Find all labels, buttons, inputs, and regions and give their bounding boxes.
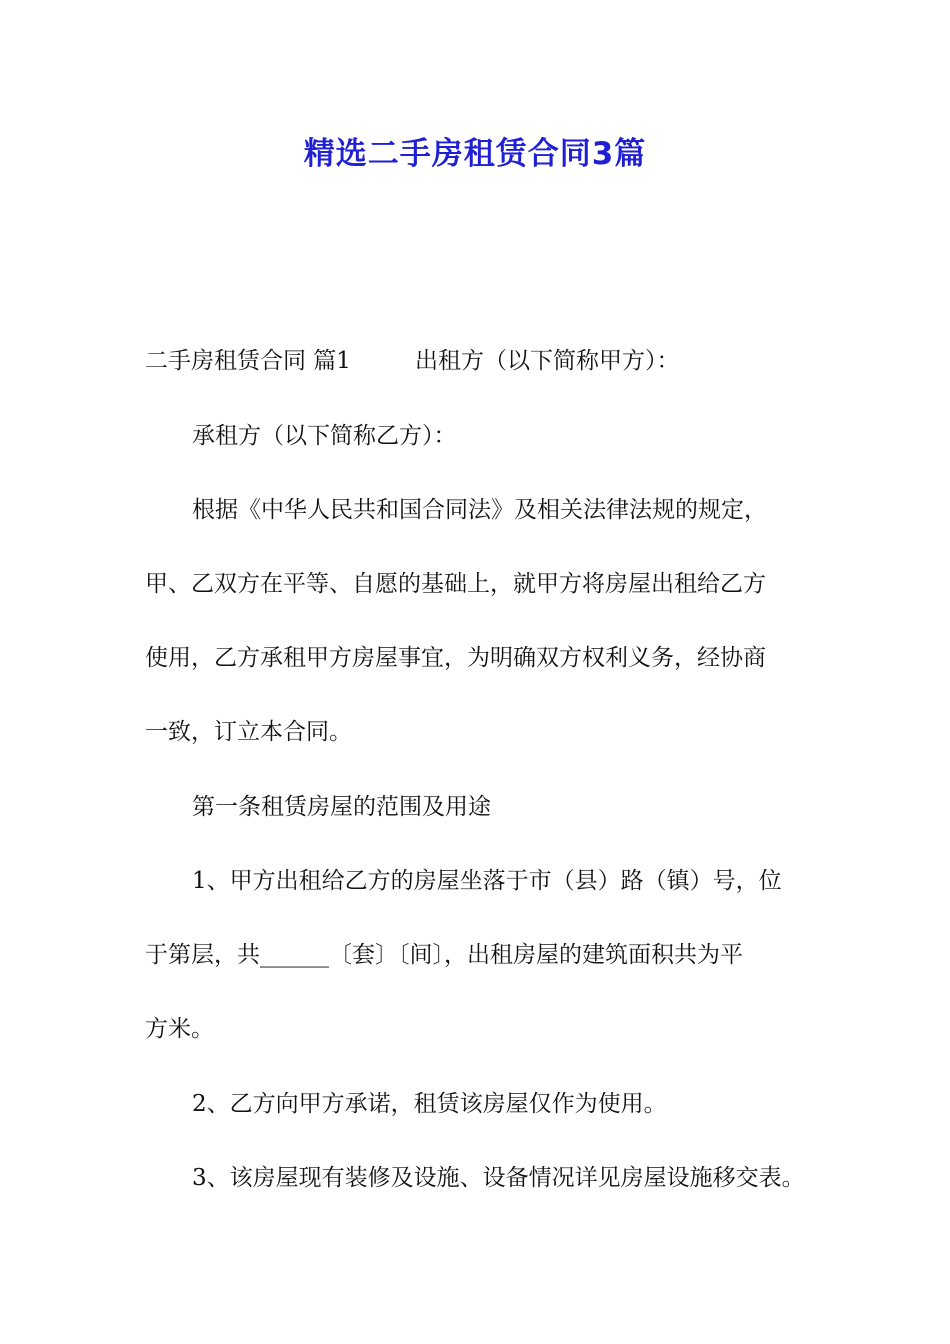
clause-line: 1、甲方出租给乙方的房屋坐落于市（县）路（镇）号，位	[192, 868, 782, 894]
paragraph-line: 使用，乙方承租甲方房屋事宜，为明确双方权利义务，经协商	[145, 645, 766, 671]
paragraph-line: 根据《中华人民共和国合同法》及相关法律法规的规定，	[192, 497, 767, 523]
document-title: 精选二手房租赁合同3篇	[303, 136, 647, 172]
contract-heading-line	[145, 341, 825, 381]
paragraph-line: 甲、乙双方在平等、自愿的基础上，就甲方将房屋出租给乙方	[145, 571, 766, 597]
clause-line: 2、乙方向甲方承诺，租赁该房屋仅作为使用。	[192, 1091, 667, 1117]
paragraph-line: 一致，订立本合同。	[145, 719, 352, 745]
lessor-label: 出租方（以下简称甲方）：	[414, 348, 680, 374]
clause-line: 方米。	[145, 1016, 214, 1042]
lessee-label: 承租方（以下简称乙方）：	[192, 423, 457, 449]
clause-line: 3、该房屋现有装修及设施、设备情况详见房屋设施移交表。	[192, 1165, 805, 1191]
article-heading: 第一条租赁房屋的范围及用途	[192, 794, 491, 820]
clause-line: 于第层，共______〔套〕〔间〕，出租房屋的建筑面积共为平	[145, 942, 743, 968]
contract-heading: 二手房租赁合同 篇1	[145, 348, 351, 374]
